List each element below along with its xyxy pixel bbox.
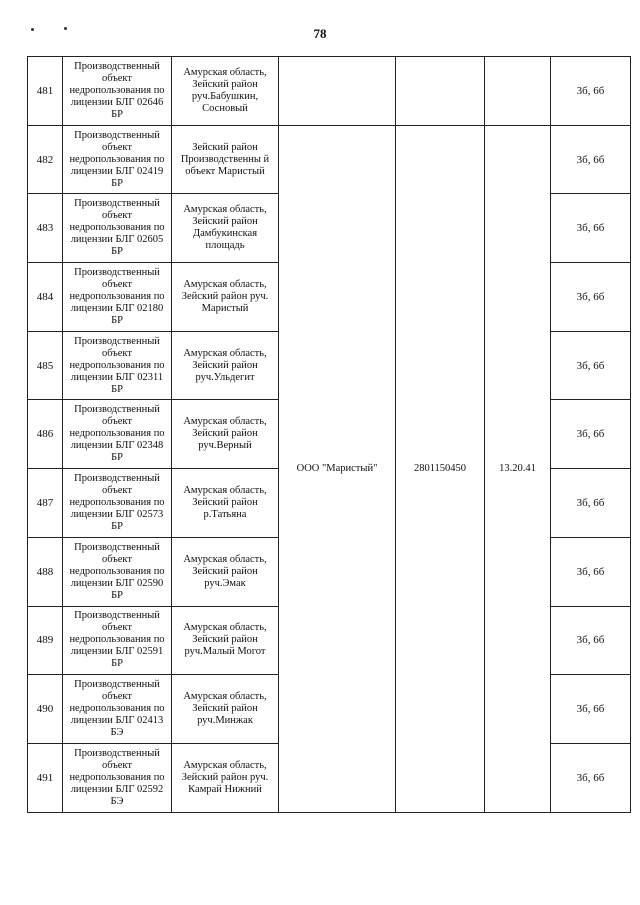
inn-value: 2801150450: [396, 125, 485, 812]
hazard-class: 3б, 6б: [551, 57, 631, 126]
object-location: Амурская область, Зейский район руч.Верный: [172, 400, 279, 469]
row-number: 489: [28, 606, 63, 675]
hazard-class: 3б, 6б: [551, 537, 631, 606]
registry-table-body: [28, 57, 631, 813]
hazard-class: 3б, 6б: [551, 194, 631, 263]
hazard-class: 3б, 6б: [551, 743, 631, 812]
object-name: Производственный объект недропользования по лицензии БЛГ 02592 БЭ: [63, 743, 172, 812]
hazard-class: 3б, 6б: [551, 469, 631, 538]
table-row: [28, 57, 631, 126]
row-number: 487: [28, 469, 63, 538]
hazard-class: 3б, 6б: [551, 675, 631, 744]
object-name: Производственный объект недропользования по лицензии БЛГ 02311 БР: [63, 331, 172, 400]
object-location: Амурская область, Зейский район руч. Маристый: [172, 263, 279, 332]
object-name: Производственный объект недропользования по лицензии БЛГ 02646 БР: [63, 57, 172, 126]
object-location: Амурская область, Зейский район руч.Малый Могот: [172, 606, 279, 675]
organization-cell-empty: [279, 57, 396, 126]
object-location: Амурская область, Зейский район р.Татьяна: [172, 469, 279, 538]
row-number: 481: [28, 57, 63, 126]
row-number: 491: [28, 743, 63, 812]
okved-code: 13.20.41: [485, 125, 551, 812]
hazard-class: 3б, 6б: [551, 606, 631, 675]
okved-cell-empty: [485, 57, 551, 126]
object-location: Амурская область, Зейский район руч.Ульдегит: [172, 331, 279, 400]
organization-name: ООО "Маристый": [279, 125, 396, 812]
row-number: 486: [28, 400, 63, 469]
row-number: 483: [28, 194, 63, 263]
object-name: Производственный объект недропользования по лицензии БЛГ 02605 БР: [63, 194, 172, 263]
hazard-class: 3б, 6б: [551, 331, 631, 400]
hazard-class: 3б, 6б: [551, 125, 631, 194]
object-name: Производственный объект недропользования по лицензии БЛГ 02419 БР: [63, 125, 172, 194]
object-location: Зейский район Производственны й объект Маристый: [172, 125, 279, 194]
object-name: Производственный объект недропользования по лицензии БЛГ 02573 БР: [63, 469, 172, 538]
row-number: 484: [28, 263, 63, 332]
object-name: Производственный объект недропользования по лицензии БЛГ 02413 БЭ: [63, 675, 172, 744]
object-location: Амурская область, Зейский район руч.Минжак: [172, 675, 279, 744]
row-number: 485: [28, 331, 63, 400]
object-location: Амурская область, Зейский район руч.Бабушкин, Сосновый: [172, 57, 279, 126]
inn-cell-empty: [396, 57, 485, 126]
table-row: [28, 125, 631, 194]
object-name: Производственный объект недропользования по лицензии БЛГ 02590 БР: [63, 537, 172, 606]
row-number: 482: [28, 125, 63, 194]
hazard-class: 3б, 6б: [551, 400, 631, 469]
registry-table: [27, 56, 631, 813]
object-name: Производственный объект недропользования по лицензии БЛГ 02591 БР: [63, 606, 172, 675]
object-location: Амурская область, Зейский район руч.Эмак: [172, 537, 279, 606]
page-number: 78: [313, 26, 327, 41]
object-name: Производственный объект недропользования по лицензии БЛГ 02348 БР: [63, 400, 172, 469]
object-location: Амурская область, Зейский район руч. Камрай Нижний: [172, 743, 279, 812]
hazard-class: 3б, 6б: [551, 263, 631, 332]
row-number: 488: [28, 537, 63, 606]
object-name: Производственный объект недропользования по лицензии БЛГ 02180 БР: [63, 263, 172, 332]
row-number: 490: [28, 675, 63, 744]
object-location: Амурская область, Зейский район Дамбукинская площадь: [172, 194, 279, 263]
